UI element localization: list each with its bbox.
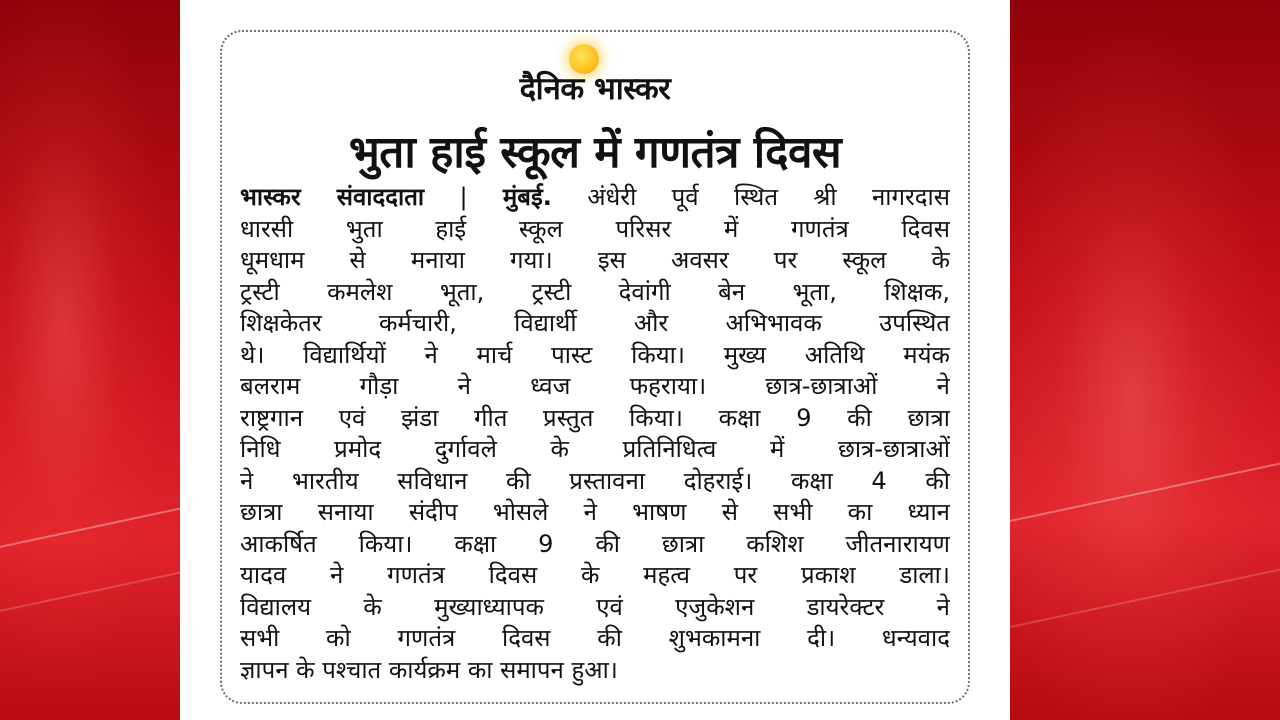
byline: भास्कर संवाददाता bbox=[240, 183, 425, 211]
article-line-16: ज्ञापन के पश्चात कार्यक्रम का समापन हुआ। bbox=[240, 655, 618, 684]
article-line-5: शिक्षकेतर कर्मचारी, विद्यार्थी और अभिभावक उपस्थित bbox=[240, 309, 950, 337]
decorative-streak bbox=[0, 502, 205, 550]
dateline: मुंबई. bbox=[502, 183, 552, 211]
left-red-background bbox=[0, 0, 180, 720]
decorative-streak bbox=[1010, 566, 1280, 628]
article-line-1: अंधेरी पूर्व स्थित श्री नागरदास bbox=[587, 183, 950, 211]
right-red-background bbox=[1010, 0, 1280, 720]
article-line-12: आकर्षित किया। कक्षा 9 की छात्रा कशिश जीतनारायण bbox=[240, 529, 950, 558]
article-line-10: ने भारतीय सविधान की प्रस्तावना दोहराई। कक्षा 4 की bbox=[240, 466, 950, 495]
article-line-2: धारसी भुता हाई स्कूल परिसर में गणतंत्र दिवस bbox=[240, 214, 950, 243]
article-line-7: बलराम गौड़ा ने ध्वज फहराया। छात्र-छात्राओं ने bbox=[240, 372, 950, 400]
decorative-streak bbox=[1010, 460, 1280, 522]
article-line-15: सभी को गणतंत्र दिवस की शुभकामना दी। धन्यवाद bbox=[240, 624, 950, 652]
article-line-13: यादव ने गणतंत्र दिवस के महत्व पर प्रकाश डाला। bbox=[240, 561, 950, 589]
newspaper-sun-logo-icon bbox=[560, 41, 608, 71]
article-headline: भुता हाई स्कूल में गणतंत्र दिवस bbox=[348, 127, 842, 178]
article-first-line bbox=[240, 182, 950, 214]
newspaper-masthead: दैनिक भास्कर bbox=[519, 71, 671, 107]
article-line-9: निधि प्रमोद दुर्गावले के प्रतिनिधित्व में छात्र-छात्राओं bbox=[240, 435, 950, 463]
article-line-14: विद्यालय के मुख्याध्यापक एवं एजुकेशन डायरेक्टर ने bbox=[240, 592, 950, 621]
article-line-3: धूमधाम से मनाया गया। इस अवसर पर स्कूल के bbox=[240, 246, 950, 274]
byline-separator: | bbox=[459, 183, 503, 211]
decorative-streak bbox=[0, 566, 205, 614]
newspaper-clipping-page bbox=[180, 0, 1010, 720]
article-line-4: ट्रस्टी कमलेश भूता, ट्रस्टी देवांगी बेन भूता, शिक्षक, bbox=[240, 277, 950, 306]
article-line-6: थे। विद्यार्थियों ने मार्च पास्ट किया। मुख्य अतिथि मयंक bbox=[240, 340, 950, 369]
article-line-11: छात्रा सनाया संदीप भोसले ने भाषण से सभी का ध्यान bbox=[240, 498, 950, 526]
article-line-8: राष्ट्रगान एवं झंडा गीत प्रस्तुत किया। कक्षा 9 की छात्रा bbox=[240, 403, 950, 432]
article-body bbox=[240, 182, 950, 682]
